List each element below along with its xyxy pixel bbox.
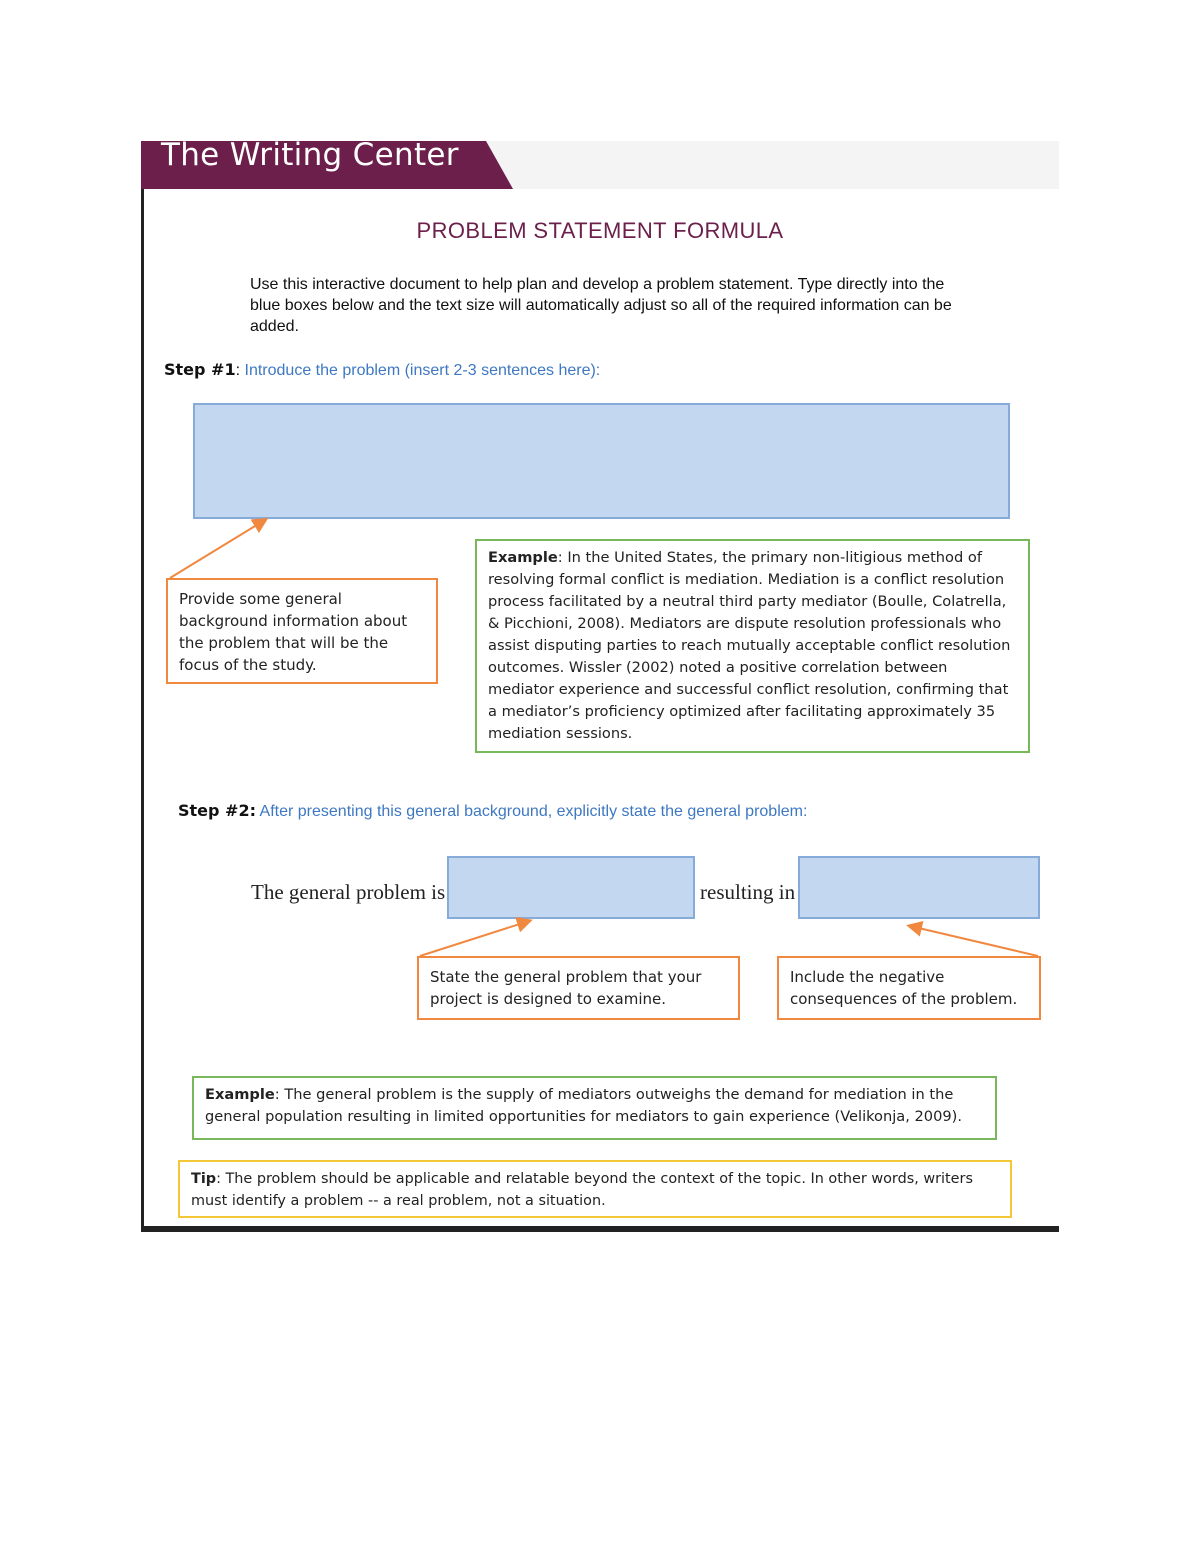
tip-text: : The problem should be applicable and relatable beyond the context of the topic. In other words, writers must identify a problem -- a real problem, not a situation. [191, 1171, 973, 1209]
sentence-mid: resulting in [700, 880, 796, 904]
step1-hint-arrow [170, 520, 265, 578]
problem-hint-arrow [420, 921, 529, 956]
sentence-start: The general problem is [251, 880, 446, 904]
step1-instruction: Introduce the problem (insert 2-3 sentences here): [244, 362, 601, 379]
step2-consequence-hint-box: Include the negative consequences of the problem. [777, 956, 1041, 1020]
step2-instruction: After presenting this general background, explicitly state the general problem: [259, 803, 808, 820]
step1-example-text: : In the United States, the primary non-litigious method of resolving formal conflict is mediation. Mediation is a conflict resolution process facilitated by a neutral third party mediator (Boulle, Colatrella, & Picchioni, 2008). Mediators are dispute resolution professionals who assist disputing parties to reach mutually acceptable conflict resolution outcomes. Wissler (2002) noted a positive correlation between mediator experience and successful conflict resolution, confirming that a mediator’s proficiency optimized after facilitating approximately 35 mediation sessions. [488, 549, 1011, 742]
step1-separator: : [235, 362, 241, 379]
step1-example-label: Example [488, 549, 558, 566]
step1-hint-box: Provide some general background information about the problem that will be the focus of the study. [166, 578, 438, 684]
intro-text: Use this interactive document to help plan and develop a problem statement. Type directly into the blue boxes below and the text size will automatically adjust so all of the required information can be added. [250, 276, 952, 335]
step2-label: Step #2: [178, 801, 256, 820]
step2-problem-hint-box: State the general problem that your project is designed to examine. [417, 956, 740, 1020]
page-title: PROBLEM STATEMENT FORMULA [416, 218, 784, 243]
consequence-hint-arrow [910, 926, 1038, 956]
tip-label: Tip [191, 1171, 217, 1187]
step1-label: Step #1 [164, 360, 236, 379]
step2-example-label: Example [205, 1086, 275, 1103]
header-title: The Writing Center [161, 137, 459, 173]
step2-example-text: : The general problem is the supply of mediators outweighs the demand for mediation in the general population resulting in limited opportunities for mediators to gain experience (Velikonja, 2009). [205, 1086, 962, 1125]
